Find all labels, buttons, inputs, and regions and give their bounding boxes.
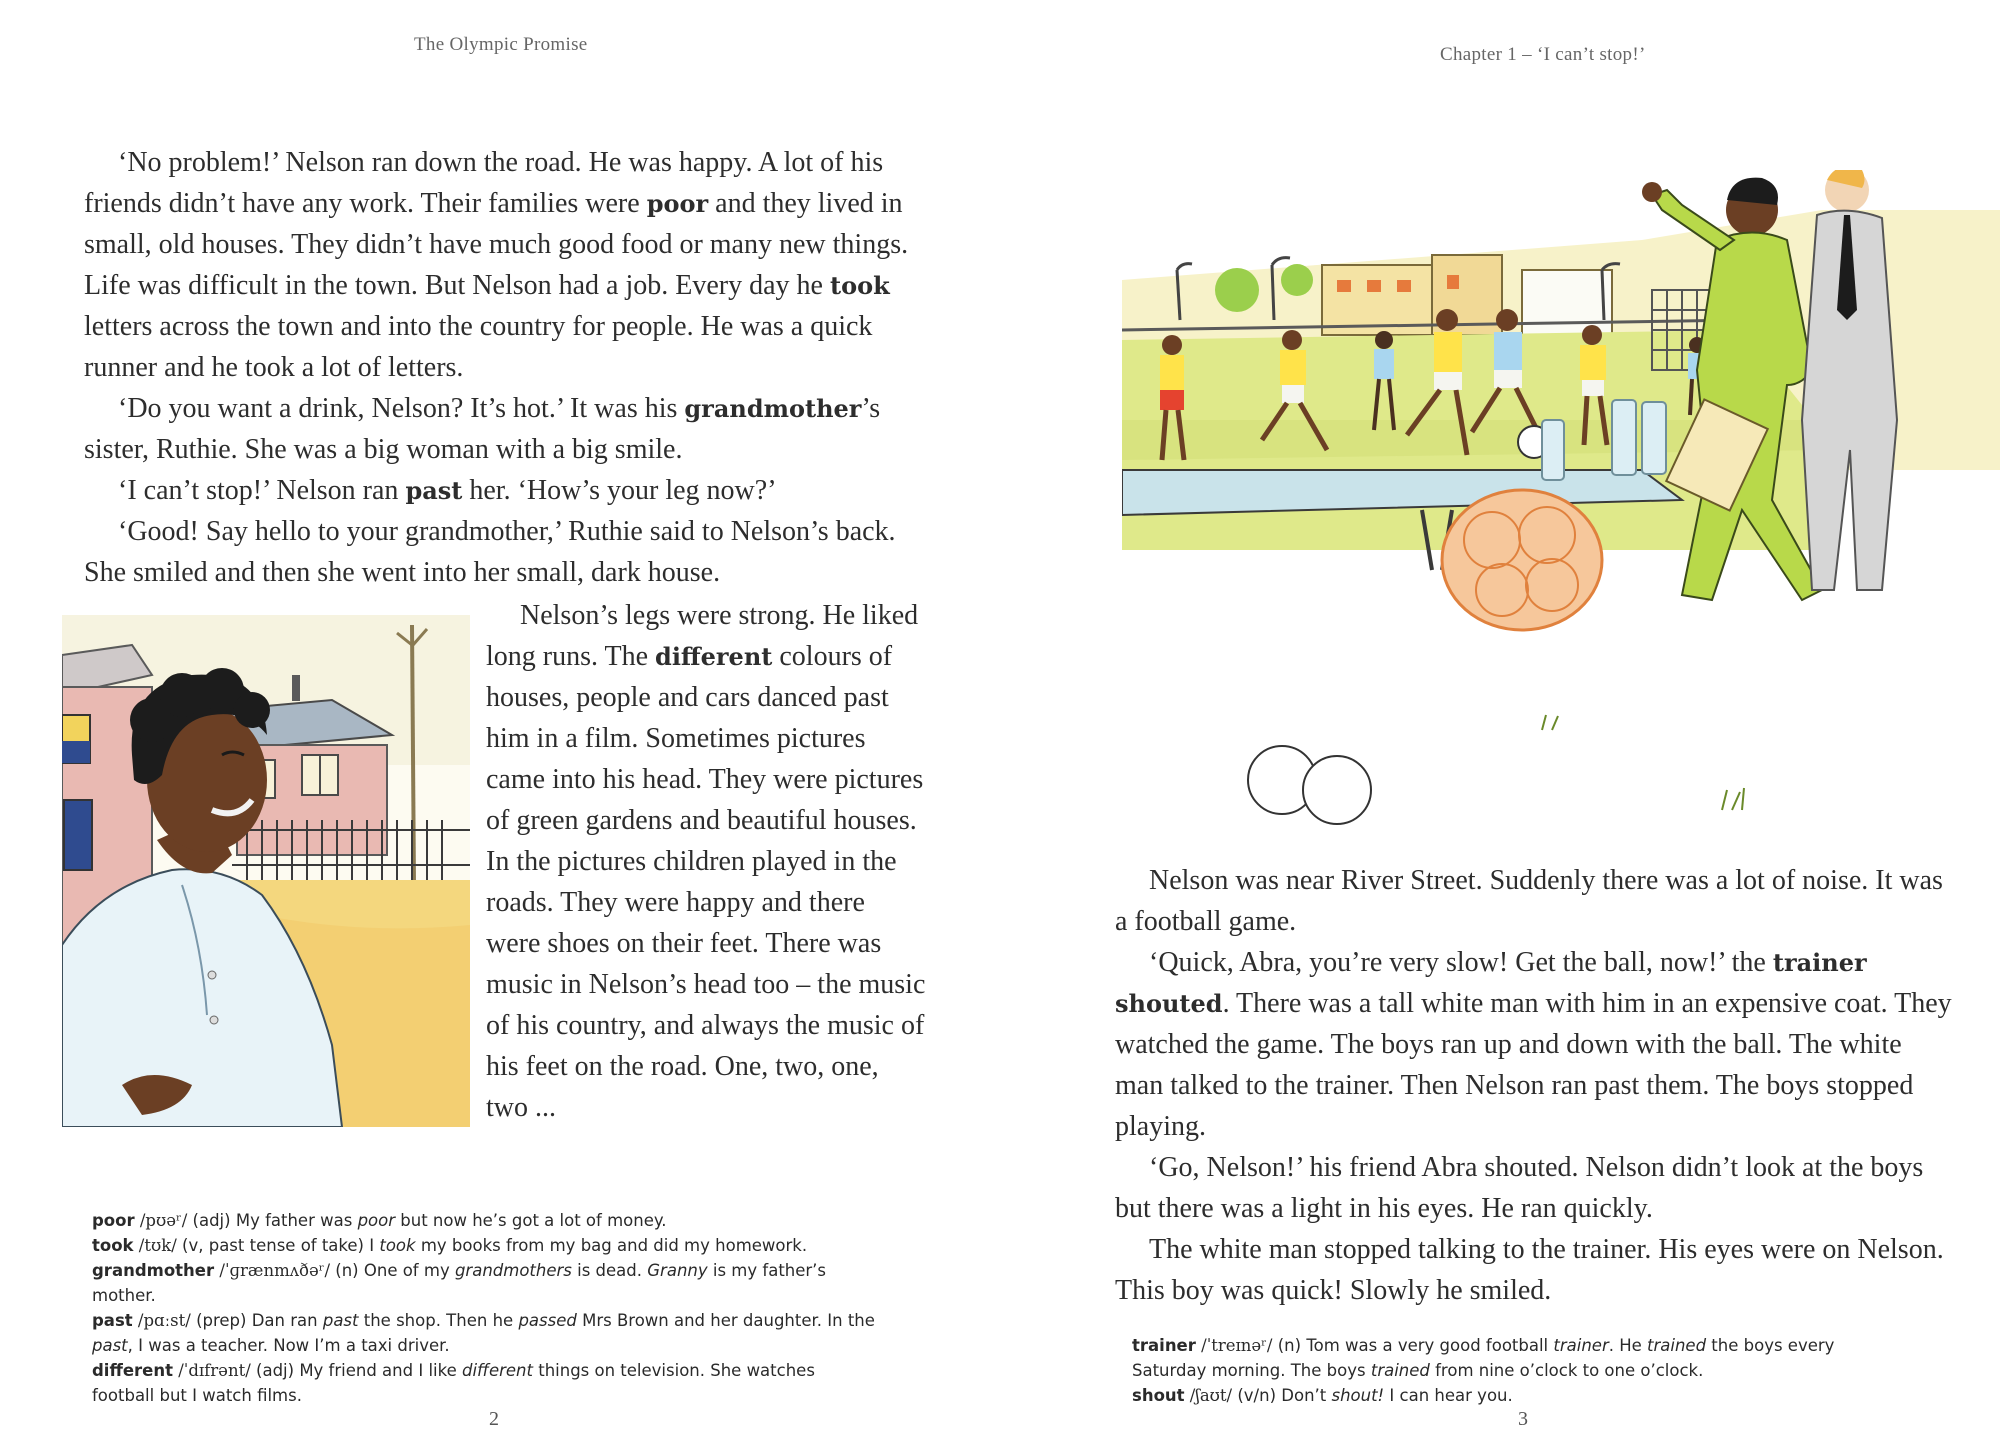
glossary-entry: [92, 1258, 882, 1308]
glossary-pronunciation: /ˈtreɪnəʳ/: [1201, 1336, 1273, 1355]
glossary-term: trainer: [1772, 948, 1867, 977]
glossary-example-word: trainer: [1553, 1336, 1609, 1355]
glossary-example-word: different: [462, 1361, 533, 1380]
running-head-book-title: The Olympic Promise: [414, 34, 588, 55]
text-run: . There was a tall white man with him in an expensive coat. They watched the game. The boys ran up and down with the ball. The white man talked to the trainer. Then Nelson ran past them. The boys stopped playing.: [1115, 988, 1952, 1142]
glossary-example-text: Don’t: [1281, 1386, 1332, 1405]
glossary-part-of-speech: (adj): [256, 1361, 295, 1380]
paragraph: [1115, 1229, 1955, 1311]
glossary-word: took: [92, 1236, 134, 1255]
glossary-example-text: Dan ran: [251, 1311, 323, 1330]
paragraph: [84, 142, 924, 388]
glossary-example-word: past: [92, 1336, 128, 1355]
glossary-word: past: [92, 1311, 133, 1330]
text-run: ’s sister, Ruthie. She was a big woman with a big smile.: [84, 393, 881, 465]
glossary-example-word: grandmothers: [454, 1261, 572, 1280]
right-page: [1000, 0, 2000, 1448]
text-run: ‘No problem!’ Nelson ran down the road. He was happy. A lot of his friends didn’t have any work. Their families were: [84, 147, 884, 219]
paragraph: [1115, 942, 1955, 1147]
running-head-chapter: Chapter 1 – ‘I can’t stop!’: [1440, 44, 1646, 65]
right-glossary: [1132, 1333, 1902, 1408]
glossary-example-text: My father was: [235, 1211, 358, 1230]
glossary-pronunciation: /ˈɡrænmʌðəʳ/: [219, 1261, 331, 1280]
left-main-text: [84, 142, 924, 593]
glossary-example-text: is dead.: [571, 1261, 648, 1280]
glossary-example-text: from nine o’clock to one o’clock.: [1429, 1361, 1704, 1380]
glossary-entry: [92, 1233, 882, 1258]
text-run: ‘Quick, Abra, you’re very slow! Get the ball, now!’ the: [1149, 947, 1773, 978]
text-run: and they lived in small, old houses. They didn’t have much good food or many new things. Life was difficult in the town. But Nelson had a job. Every day he: [84, 188, 909, 301]
glossary-entry: [1132, 1333, 1902, 1383]
glossary-part-of-speech: (n): [335, 1261, 359, 1280]
left-side-text: [486, 595, 926, 1128]
glossary-entry: [92, 1308, 882, 1358]
text-run: colours of houses, people and cars danced past him in a film. Sometimes pictures came into his head. They were pictures of green gardens and beautiful houses. In the pictures children played in the roads. They were happy and there were shoes on their feet. There was music in Nelson’s head too – the music of his country, and always the music of his feet on the road. One, two, one, two ...: [486, 641, 926, 1123]
glossary-word: shout: [1132, 1386, 1185, 1405]
text-run: ‘Do you want a drink, Nelson? It’s hot.’ It was his: [118, 393, 685, 424]
glossary-pronunciation: /ˈdɪfrənt/: [178, 1361, 251, 1380]
text-run: ‘Good! Say hello to your grandmother,’ Ruthie said to Nelson’s back. She smiled and then she went into her small, dark house.: [84, 516, 896, 588]
text-run: ‘Go, Nelson!’ his friend Abra shouted. Nelson didn’t look at the boys but there was a light in his eyes. He ran quickly.: [1115, 1152, 1924, 1224]
glossary-example-word: poor: [357, 1211, 396, 1230]
glossary-part-of-speech: (prep): [196, 1311, 247, 1330]
glossary-entry: [1132, 1383, 1902, 1408]
glossary-example-text: but now he’s got a lot of money.: [395, 1211, 667, 1230]
glossary-pronunciation: /tʊk/: [138, 1236, 177, 1255]
glossary-word: trainer: [1132, 1336, 1196, 1355]
glossary-example-word: took: [379, 1236, 416, 1255]
glossary-example-word: trained: [1370, 1361, 1430, 1380]
ruthie-illustration: [62, 615, 470, 1127]
glossary-example-text: things on television. She watches football but I watch films.: [92, 1361, 815, 1405]
glossary-example-text: Tom was a very good football: [1306, 1336, 1554, 1355]
page-number-right: 3: [1518, 1408, 1528, 1430]
glossary-example-text: the shop. Then he: [358, 1311, 519, 1330]
glossary-term: poor: [646, 189, 709, 218]
glossary-example-word: trained: [1647, 1336, 1707, 1355]
text-run: Nelson was near River Street. Suddenly there was a lot of noise. It was a football game.: [1115, 865, 1943, 937]
paragraph: [1115, 860, 1955, 942]
paragraph: [84, 388, 924, 470]
paragraph: [486, 595, 926, 1128]
glossary-example-text: Mrs Brown and her daughter. In the: [576, 1311, 875, 1330]
glossary-example-text: My friend and I like: [299, 1361, 462, 1380]
glossary-term: different: [655, 642, 773, 671]
glossary-example-text: is my father’s mother.: [92, 1261, 827, 1305]
paragraph: [84, 511, 924, 593]
text-run: Nelson’s legs were strong. He liked long runs. The: [486, 600, 919, 672]
glossary-example-word: passed: [518, 1311, 577, 1330]
glossary-example-word: Granny: [647, 1261, 708, 1280]
glossary-entry: [92, 1208, 882, 1233]
glossary-term: grandmother: [684, 394, 862, 423]
glossary-example-text: One of my: [363, 1261, 455, 1280]
glossary-term: past: [405, 476, 463, 505]
text-run: her. ‘How’s your leg now?’: [462, 475, 777, 506]
glossary-example-text: I can hear you.: [1384, 1386, 1513, 1405]
glossary-word: different: [92, 1361, 173, 1380]
glossary-part-of-speech: (v/n): [1237, 1386, 1277, 1405]
page-number-left: 2: [489, 1408, 499, 1430]
text-run: ‘I can’t stop!’ Nelson ran: [118, 475, 406, 506]
glossary-example-text: the boys every Saturday morning. The boys: [1132, 1336, 1835, 1380]
glossary-entry: [92, 1358, 882, 1408]
glossary-term: took: [829, 271, 890, 300]
glossary-word: poor: [92, 1211, 135, 1230]
glossary-example-word: shout!: [1331, 1386, 1385, 1405]
football-illustration: [1122, 170, 2000, 830]
text-run: letters across the town and into the country for people. He was a quick runner and he took a lot of letters.: [84, 311, 873, 383]
glossary-example-text: , I was a teacher. Now I’m a taxi driver.: [127, 1336, 450, 1355]
glossary-pronunciation: /pʊəʳ/: [139, 1211, 188, 1230]
glossary-pronunciation: /ʃaʊt/: [1189, 1386, 1233, 1405]
glossary-example-text: I: [369, 1236, 380, 1255]
right-main-text: [1115, 860, 1955, 1311]
glossary-pronunciation: /pɑːst/: [137, 1311, 191, 1330]
glossary-part-of-speech: (adj): [192, 1211, 231, 1230]
glossary-word: grandmother: [92, 1261, 215, 1280]
glossary-part-of-speech: (n): [1277, 1336, 1302, 1355]
glossary-part-of-speech: (v, past tense of take): [182, 1236, 364, 1255]
text-run: The white man stopped talking to the trainer. His eyes were on Nelson. This boy was quick! Slowly he smiled.: [1115, 1234, 1944, 1306]
paragraph: [84, 470, 924, 511]
paragraph: [1115, 1147, 1955, 1229]
glossary-example-text: . He: [1608, 1336, 1648, 1355]
left-glossary: [92, 1208, 882, 1408]
glossary-example-word: past: [322, 1311, 359, 1330]
glossary-term: shouted: [1115, 989, 1223, 1018]
glossary-example-text: my books from my bag and did my homework.: [415, 1236, 808, 1255]
